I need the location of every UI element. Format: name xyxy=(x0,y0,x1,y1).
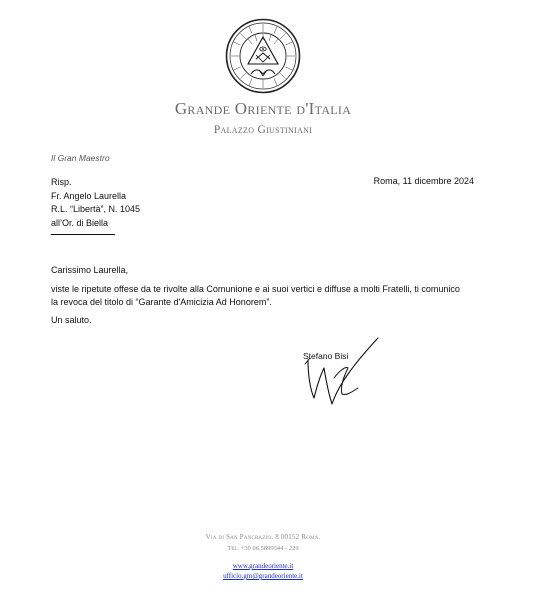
handwritten-signature xyxy=(296,334,386,418)
body-line: viste le ripetute offese da te rivolte alla Comunione e ai suoi vertici e diffuse a molti Fratelli, ti comunico xyxy=(51,284,460,294)
footer-address: Via di San Pancrazio, 8 00152 Roma. xyxy=(205,533,321,541)
addressee-line: R.L. “Libertà”, N. 1045 xyxy=(51,204,141,215)
email-link[interactable]: ufficio.gm@grandeoriente.it xyxy=(223,572,303,580)
place-and-date: Roma, 11 dicembre 2024 xyxy=(373,176,474,186)
addressee-block xyxy=(51,176,140,230)
salutation: Carissimo Laurella, xyxy=(51,265,129,275)
closing-line: Un saluto. xyxy=(51,315,92,325)
organization-name: Grande Oriente d'Italia xyxy=(174,99,352,118)
signer-name: Stefano Bisi xyxy=(303,351,349,361)
footer-links xyxy=(0,561,526,581)
seal-emblem-icon xyxy=(225,18,301,94)
letter-body xyxy=(51,283,491,308)
addressee-line: Risp. xyxy=(51,177,72,187)
addressee-line: all’Or. di Biella xyxy=(51,217,109,228)
addressee-line: Fr. Angelo Laurella xyxy=(51,190,127,201)
letter-footer xyxy=(0,531,526,581)
website-link[interactable]: www.grandeoriente.it xyxy=(232,562,294,570)
signature-icon xyxy=(296,334,386,418)
sender-office: Il Gran Maestro xyxy=(51,153,110,163)
footer-phone: Tel. +39 06.5899344 - 229 xyxy=(227,545,299,552)
masonic-seal-logo xyxy=(225,18,301,94)
organization-subtitle: Palazzo Giustiniani xyxy=(213,124,313,136)
addressee-divider xyxy=(51,234,115,235)
body-line: la revoca del titolo di “Garante d'Amicizia Ad Honorem”. xyxy=(51,296,272,307)
